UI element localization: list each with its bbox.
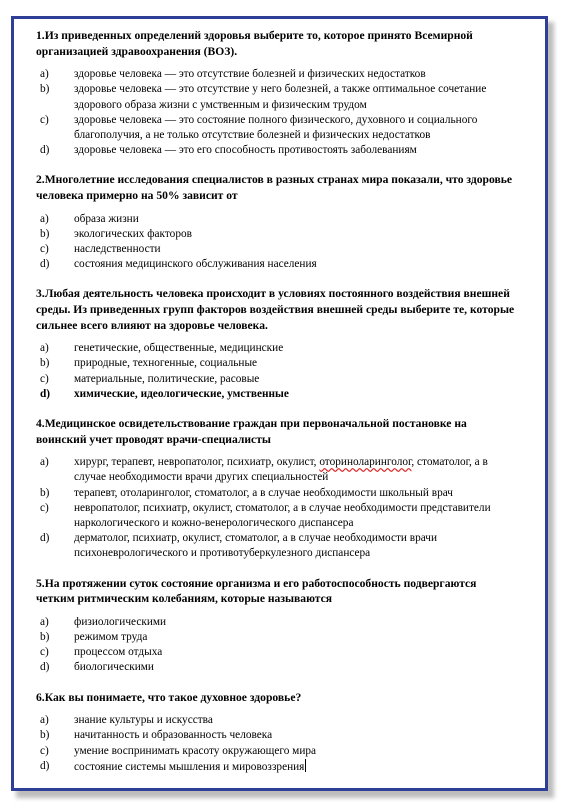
option-2a <box>36 212 516 227</box>
option-5b <box>36 630 516 645</box>
option-text: природные, техногенные, социальные <box>74 357 258 370</box>
option-6b <box>36 728 516 743</box>
option-text: образа жизни <box>74 212 139 225</box>
option-text: состояния медицинского обслуживания населения <box>74 258 317 271</box>
option-text: режимом труда <box>74 631 148 643</box>
option-text-part: состояние системы мышления и мировоззрения <box>74 760 305 773</box>
option-letter: b) <box>40 631 50 643</box>
spellcheck-marked-word: оториноларинголог <box>319 456 412 469</box>
question-4 <box>36 416 516 562</box>
option-text <box>74 455 516 485</box>
option-letter: c) <box>40 372 49 385</box>
question-3 <box>36 286 516 402</box>
question-2 <box>36 172 516 272</box>
option-text: знание культуры и искусства <box>74 714 213 727</box>
option-text: здоровье человека — это состояние полного физического, духовного и социального благополучия, а не только отсутствие болезней и физических недостатков <box>74 113 478 141</box>
question-4-title: 4.Медицинское освидетельствование граждан при первоначальной постановке на воинский учет проводят врачи-специалисты <box>36 417 467 446</box>
option-4b <box>36 486 516 501</box>
option-letter: b) <box>40 83 50 96</box>
question-2-options <box>36 212 516 273</box>
option-1c <box>36 113 516 143</box>
option-1a <box>36 67 516 82</box>
option-letter: d) <box>40 759 50 772</box>
question-5 <box>36 576 516 676</box>
option-6c <box>36 744 516 759</box>
option-text: терапевт, отоларинголог, стоматолог, а в случае необходимости школьный врач <box>74 486 453 499</box>
option-letter: a) <box>40 68 49 81</box>
option-letter: c) <box>40 501 49 514</box>
option-2b <box>36 227 516 242</box>
question-3-options <box>36 341 516 402</box>
document-content <box>36 28 516 789</box>
option-4c <box>36 501 516 531</box>
option-3d <box>36 387 516 402</box>
option-2c <box>36 242 516 257</box>
option-letter: b) <box>40 227 50 240</box>
question-6-options <box>36 713 516 775</box>
option-letter: c) <box>40 113 49 126</box>
question-6-title: 6.Как вы понимаете, что такое духовное здоровье? <box>36 690 302 704</box>
option-2d <box>36 257 516 272</box>
option-4d <box>36 531 516 561</box>
option-letter: d) <box>40 387 51 400</box>
option-letter: d) <box>40 258 50 271</box>
option-text: процессом отдыха <box>74 646 163 659</box>
option-text-part: хирург, терапевт, невропатолог, психиатр, окулист, <box>74 456 320 469</box>
option-5c <box>36 645 516 660</box>
option-letter: a) <box>40 714 49 727</box>
option-letter: a) <box>40 212 49 225</box>
option-text: здоровье человека — это отсутствие болезней и физических недостатков <box>74 68 426 81</box>
question-1 <box>36 28 516 158</box>
option-5a <box>36 615 516 630</box>
option-text: умение воспринимать красоту окружающего мира <box>74 744 317 757</box>
option-letter: a) <box>40 615 49 628</box>
question-2-title: 2.Многолетние исследования специалистов в разных странах мира показали, что здоровье человека примерно на 50% зависит от <box>36 173 512 202</box>
option-letter: d) <box>40 144 50 157</box>
option-4a <box>36 455 516 485</box>
question-5-title: 5.На протяжении суток состояние организма и его работоспособность подвергаются четким ритмическим колебаниям, которые называются <box>36 576 477 606</box>
question-1-options <box>36 67 516 158</box>
option-text: наследственности <box>74 243 161 255</box>
option-6d <box>36 759 516 775</box>
option-text: здоровье человека — это его способность противостоять заболеваниям <box>74 144 417 157</box>
option-text: материальные, политические, расовые <box>74 372 260 385</box>
option-letter: b) <box>40 729 50 742</box>
option-text: экологических факторов <box>74 227 192 240</box>
option-text-part: , стоматолог, а в случае необходимости врачи других специальностей <box>74 456 488 484</box>
question-6 <box>36 690 516 775</box>
option-text: химические, идеологические, умственные <box>74 387 289 400</box>
option-text: невропатолог, психиатр, окулист, стоматолог, а в случае необходимости представители наркологического и кожно-венерологического диспансера <box>74 501 491 529</box>
option-letter: a) <box>40 456 49 469</box>
option-letter: c) <box>40 744 49 757</box>
question-1-title: 1.Из приведенных определений здоровья выберите то, которое принято Всемирной организацией здравоохранения (ВОЗ). <box>36 29 473 58</box>
option-1b <box>36 82 516 112</box>
option-1d <box>36 143 516 158</box>
option-5d <box>36 660 516 675</box>
option-letter: b) <box>40 486 50 499</box>
option-letter: c) <box>40 243 49 255</box>
option-letter: d) <box>40 532 50 545</box>
option-letter: b) <box>40 357 50 370</box>
option-text: биологическими <box>74 661 154 674</box>
option-text <box>74 759 516 775</box>
question-3-title: 3.Любая деятельность человека происходит в условиях постоянного воздействия внешней среды. Из приведенных групп факторов воздействия внешней среды выберите те, которые сильнее всего влияют на здоровье человека. <box>36 287 515 332</box>
option-text: начитанность и образованность человека <box>74 729 273 742</box>
option-6a <box>36 713 516 728</box>
option-letter: d) <box>40 661 50 674</box>
option-text: дерматолог, психиатр, окулист, стоматолог, а в случае необходимости врачи психоневрологического и противотуберкулезного диспансера <box>74 532 438 560</box>
option-text: здоровье человека — это отсутствие у него болезней, а также оптимальное сочетание здорового образа жизни с умственным и физическим трудом <box>74 83 487 111</box>
option-3c <box>36 372 516 387</box>
option-text: генетические, общественные, медицинские <box>74 342 284 355</box>
option-3a <box>36 341 516 356</box>
option-letter: a) <box>40 342 49 355</box>
question-5-options <box>36 615 516 676</box>
text-cursor[interactable] <box>305 759 306 772</box>
question-4-options <box>36 455 516 561</box>
option-3b <box>36 356 516 371</box>
option-text: физиологическими <box>74 615 167 628</box>
option-letter: c) <box>40 646 49 659</box>
